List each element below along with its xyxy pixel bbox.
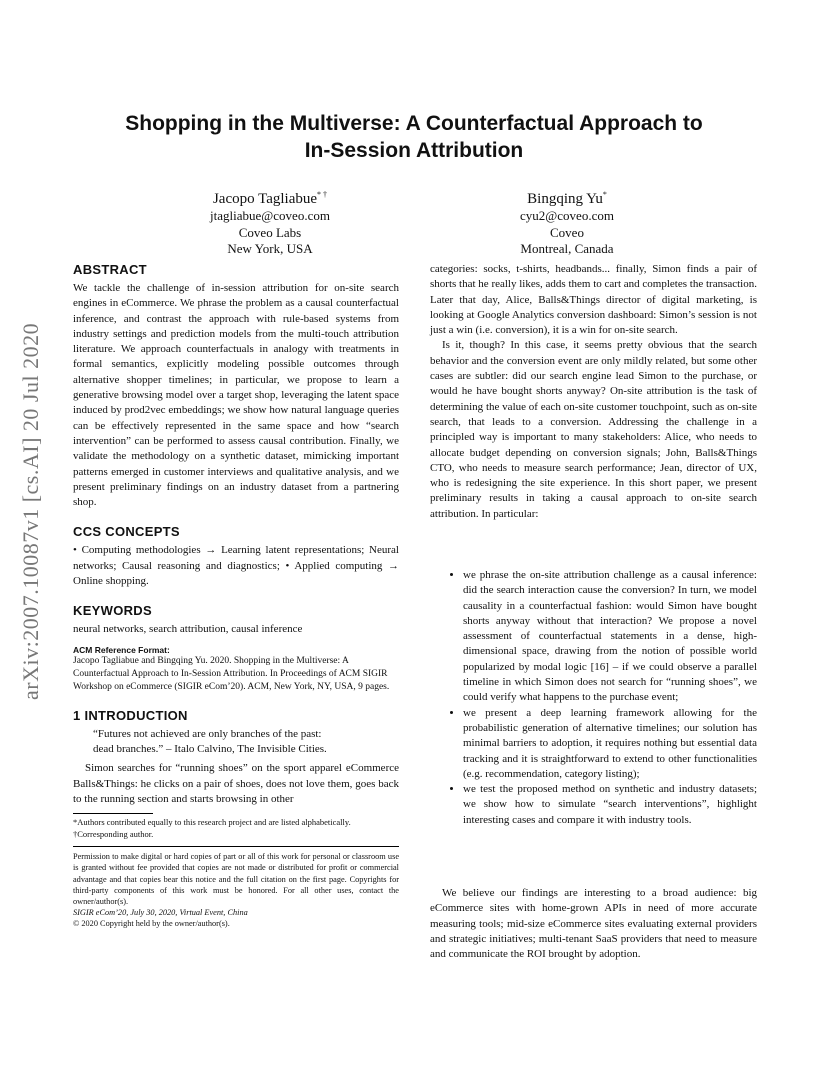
closing-paragraph-block (430, 886, 757, 962)
epigraph (93, 727, 399, 757)
author-name: Bingqing Yu* (527, 190, 607, 207)
author-email[interactable]: cyu2@coveo.com (520, 208, 614, 223)
list-item: • we phrase the on-site attribution challenge as a causal inference: did the search interaction cause the conversion? In turn, we model causality in a counterfactual fashion: would Simon have bought shorts anyway without that interaction? We propose a novel assessment of counterfactual statements in a dense, high-dimensional space, drawing from the notion of possible world popularized by modal logic [16] – if we could observe a parallel timeline in which Simon does not search for “running shoes”, we could verify what happens to the purchase event; (463, 568, 757, 706)
intro-paragraph-2: Is it, though? In this case, it seems pretty obvious that the search behavior and the conversion event are only mildly related, but some other cases are subtler: did our search engine lead Simon to the purchase, or would he have bought shorts anyway? On-site attribution is the task of determining the value of each on-site customer touchpoint, such as on-site search, that leads to a conversion. Addressing the challenge in a principled way is important to many stakeholders: Alice, who needs to allocate budget depending on conversion signals; John, Balls&Things CTO, who needs to measure search performance; Jean, director of UX, who is redesigning the site experience. In this short paper, we present preliminary results in taking a causal approach to on-site search attribution. In particular: (430, 339, 757, 520)
keywords-text: neural networks, search attribution, causal inference (73, 623, 303, 636)
intro-heading: 1 INTRODUCTION (73, 708, 188, 724)
list-item: • we test the proposed method on synthetic and industry datasets; we show how to simulate “search interventions”, highlight interesting cases and compare it with industry tools. (463, 782, 757, 828)
paper-title (80, 110, 748, 164)
copyright-line: © 2020 Copyright held by the owner/author(s). (73, 919, 230, 929)
author-block-1 (140, 186, 400, 258)
closing-paragraph: We believe our findings are interesting to a broad audience: big eCommerce sites with home-grown APIs in need of more accurate measuring tools; mid-size eCommerce sites evaluating external providers and strategic initiatives; multi-tenant SaaS providers that need to measure and communicate the ROI brought by adoption. (430, 887, 757, 961)
ccs-text: • Computing methodologies → Learning latent representations; Neural networks; Causal reasoning and diagnostics; • Applied computing → Online shopping. (73, 544, 399, 588)
reference-format-text: Jacopo Tagliabue and Bingqing Yu. 2020. Shopping in the Multiverse: A Counterfactual Approach to In-Session Attribution. In Proceedings of ACM SIGIR Workshop on eCommerce (SIGIR eCom’20). ACM, New York, NY, USA, 9 pages. (73, 656, 390, 693)
footnote-corresponding: †Corresponding author. (73, 828, 154, 839)
footnote-rule (73, 813, 153, 814)
author-name: Jacopo Tagliabue* † (212, 190, 328, 207)
reference-format-heading: ACM Reference Format: (73, 645, 170, 656)
abstract-heading: ABSTRACT (73, 262, 147, 277)
ccs-heading: CCS CONCEPTS (73, 524, 180, 540)
intro-paragraph-continued: categories: socks, t-shirts, headbands... finally, Simon finds a pair of shorts that he really likes, adds them to cart and completes the transaction. Later that day, Alice, Balls&Things director of digital marketing, is looking at Google Analytics conversion dashboard: Simon’s session is not just a win (i.e. conversion), it is a win for on-site search. (430, 263, 757, 337)
contribution-list (450, 568, 757, 828)
arxiv-stamp: arXiv:2007.10087v1 [cs.AI] 20 Jul 2020 (18, 322, 43, 700)
abstract-text: We tackle the challenge of in-session attribution for on-site search engines in eCommerce. We phrase the problem as a causal counterfactual inference, and contrast the approach with rule-based systems from industry settings and prediction models from the multi-touch attribution literature. We approach counterfactuals in analogy with treatments in formal semantics, explicitly modeling possible outcomes through alternative shopper timelines; in particular, we propose to learn a generative browsing model over a target shop, leveraging the latent space induced by prod2vec embeddings; we show how natural language queries can be effectively represented in the same space and how “search intervention” can be performed to assess causal contribution. Finally, we validate the methodology on a synthetic dataset, mimicking important patterns emerged in customer interviews and qualitative analysis, and we present preliminary findings on an industry dataset from a partnering shop. (73, 282, 399, 509)
epigraph-line-2: dead branches.” – Italo Calvino, The Invisible Cities. (93, 743, 327, 756)
author-affiliation: Coveo (550, 224, 584, 240)
keywords-heading: KEYWORDS (73, 603, 152, 619)
list-item: • we present a deep learning framework allowing for the probabilistic generation of alternative timelines; our solution has minimal barriers to adoption, it requires nothing but essential data tracking and it is straightforward to extend to other functionalities (e.g. recommendation, category listing); (463, 706, 757, 782)
venue-line: SIGIR eCom’20, July 30, 2020, Virtual Event, China (73, 908, 248, 918)
epigraph-line-1: “Futures not achieved are only branches of the past: (93, 728, 322, 741)
title-line-2: In-Session Attribution (304, 139, 524, 162)
author-location: Montreal, Canada (520, 241, 614, 256)
left-column (73, 262, 399, 930)
author-location: New York, USA (227, 241, 313, 256)
footnote-equal-contribution: *Authors contributed equally to this research project and are listed alphabetically. (73, 817, 351, 828)
permission-rule (73, 846, 399, 847)
intro-paragraph-1: Simon searches for “running shoes” on the sport apparel eCommerce Balls&Things: he clicks on a pair of shoes, does not love them, goes back to the running section and starts browsing in other (73, 762, 399, 805)
author-block-2 (437, 186, 697, 258)
author-email[interactable]: jtagliabue@coveo.com (210, 208, 330, 223)
permission-notice: Permission to make digital or hard copies of part or all of this work for personal or classroom use is granted without fee provided that copies are not made or distributed for profit or commercial advantage and that copies bear this notice and the full citation on the first page. Copyrights for third-party components of this work must be honored. For all other uses, contact the owner/author(s). (73, 852, 399, 907)
right-column (430, 262, 757, 522)
author-affiliation: Coveo Labs (238, 224, 302, 240)
title-line-1: Shopping in the Multiverse: A Counterfactual Approach to (125, 112, 703, 135)
